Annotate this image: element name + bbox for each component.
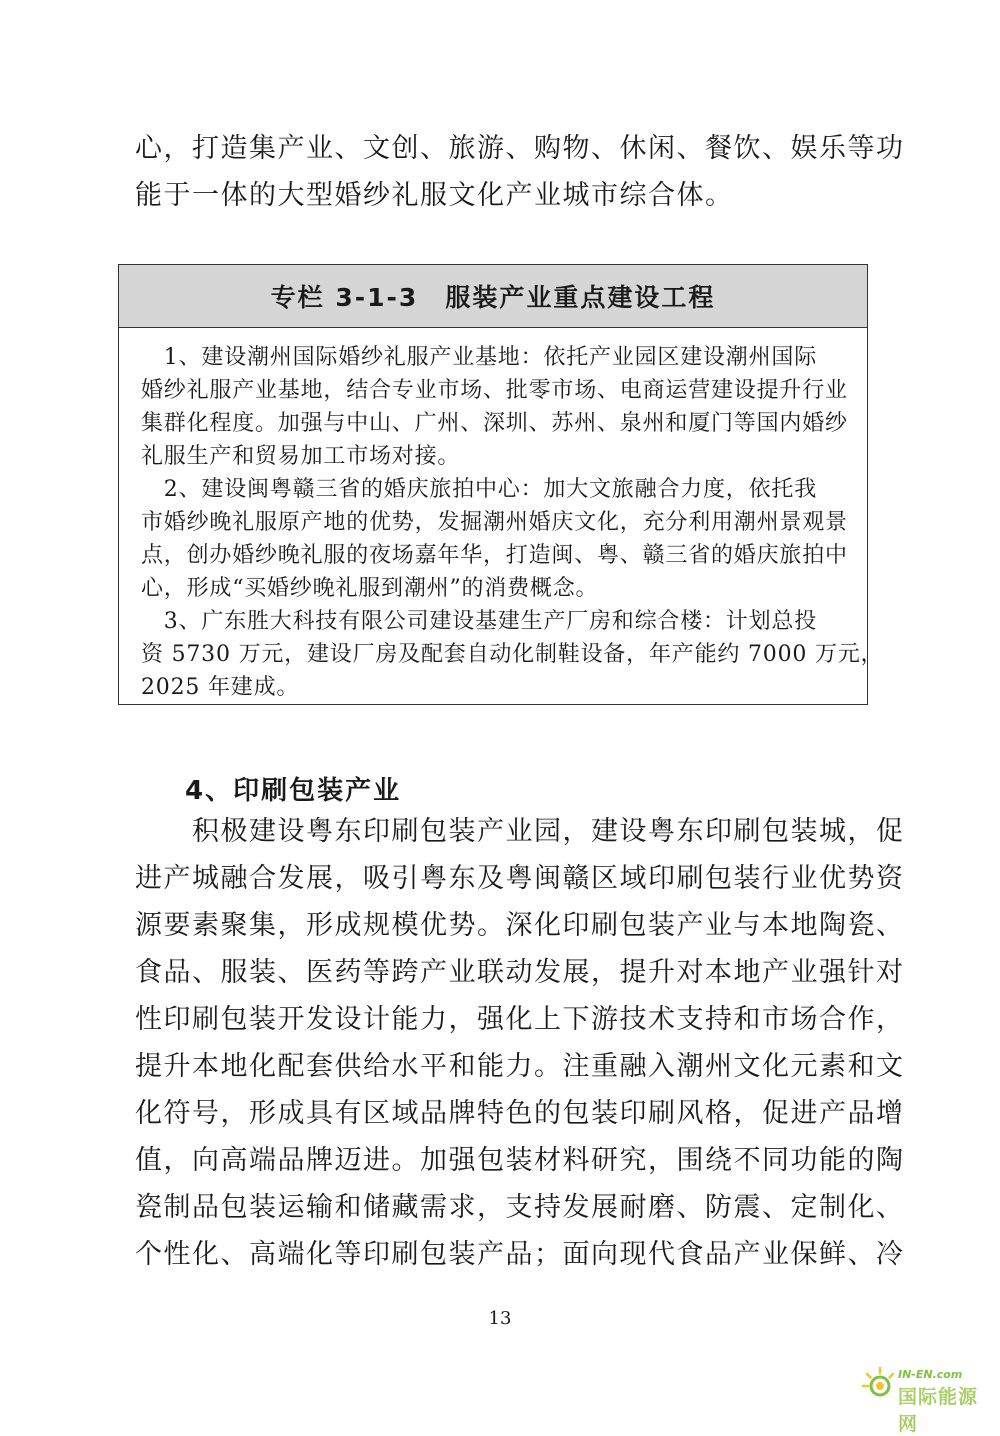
column-box-line: 资 5730 万元，建设厂房及配套自动化制鞋设备，年产能约 7000 万元，: [141, 642, 884, 667]
body-line: 积极建设粤东印刷包装产业园，建设粤东印刷包装城，促: [135, 816, 905, 847]
column-box-line: 点，创办婚纱晚礼服的夜场嘉年华，打造闽、粤、赣三省的婚庆旅拍中: [141, 543, 848, 568]
column-box-line: 2、建设闽粤赣三省的婚庆旅拍中心：加大文旅融合力度，依托我: [141, 477, 817, 502]
body-line: 性印刷包装开发设计能力，强化上下游技术支持和市场合作，: [135, 1004, 905, 1035]
body-line: 个性化、高端化等印刷包装产品；面向现代食品产业保鲜、冷: [135, 1239, 905, 1270]
body-line: 值，向高端品牌迈进。加强包装材料研究，围绕不同功能的陶: [135, 1145, 905, 1176]
column-box-line: 集群化程度。加强与中山、广州、深圳、苏州、泉州和厦门等国内婚纱: [141, 411, 848, 436]
column-box-line: 礼服生产和贸易加工市场对接。: [141, 444, 461, 469]
column-box-line: 婚纱礼服产业基地，结合专业市场、批零市场、电商运营建设提升行业: [141, 378, 848, 403]
body-line: 提升本地化配套供给水平和能力。注重融入潮州文化元素和文: [135, 1051, 905, 1082]
sun-logo-icon: [862, 1364, 902, 1404]
body-line: 化符号，形成具有区域品牌特色的包装印刷风格，促进产品增: [135, 1098, 905, 1129]
column-box-title: 专栏 3-1-3 服装产业重点建设工程: [119, 265, 867, 328]
column-box-line: 心，形成“买婚纱晚礼服到潮州”的消费概念。: [141, 576, 599, 601]
column-box-line: 2025 年建成。: [141, 675, 300, 700]
column-box-line: 1、建设潮州国际婚纱礼服产业基地：依托产业园区建设潮州国际: [141, 345, 817, 370]
watermark-brand-en: IN-EN.com: [898, 1368, 963, 1381]
section-heading: 4、印刷包装产业: [185, 776, 402, 806]
body-line: 进产城融合发展，吸引粤东及粤闽赣区域印刷包装行业优势资: [135, 863, 905, 894]
page-number: 13: [488, 1308, 512, 1329]
watermark-logo: [862, 1362, 997, 1435]
column-box-line: 3、广东胜大科技有限公司建设基建生产厂房和综合楼：计划总投: [141, 609, 817, 634]
body-line: 源要素聚集，形成规模优势。深化印刷包装产业与本地陶瓷、: [135, 910, 905, 941]
body-line: 食品、服装、医药等跨产业联动发展，提升对本地产业强针对: [135, 957, 905, 988]
intro-line: 能于一体的大型婚纱礼服文化产业城市综合体。: [135, 180, 734, 211]
column-box: [118, 264, 884, 705]
watermark-brand-cn: 国际能源网: [898, 1386, 979, 1435]
body-line: 瓷制品包装运输和储藏需求，支持发展耐磨、防震、定制化、: [135, 1192, 905, 1223]
column-box-line: 市婚纱晚礼服原产地的优势，发掘潮州婚庆文化，充分利用潮州景观景: [141, 510, 848, 535]
intro-line: 心，打造集产业、文创、旅游、购物、休闲、餐饮、娱乐等功: [135, 133, 905, 164]
